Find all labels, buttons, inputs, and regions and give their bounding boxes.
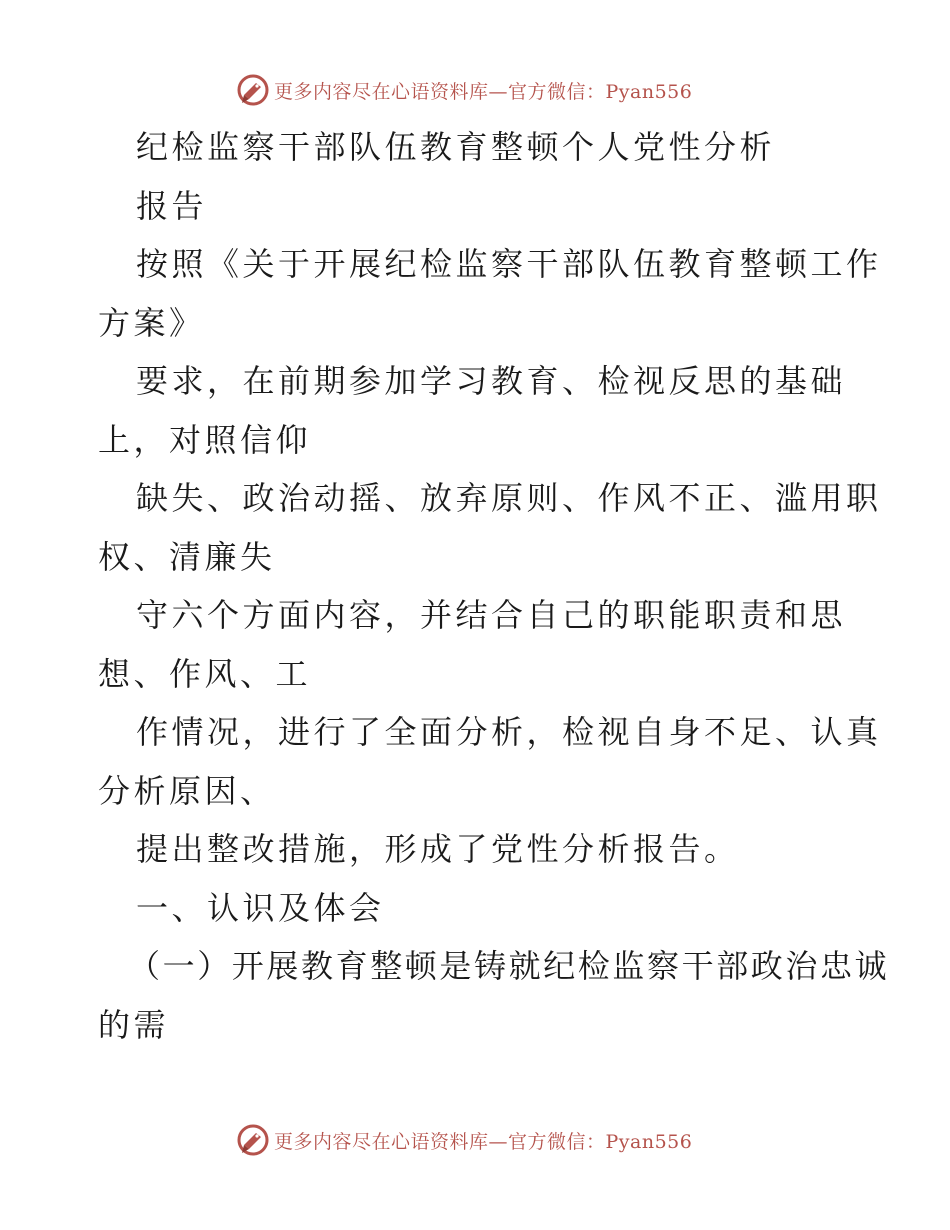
paragraph-line: 要求，在前期参加学习教育、检视反思的基础 (136, 362, 847, 400)
doc-title-line-2: 报告 (136, 186, 208, 225)
footer-watermark-text: 更多内容尽在心语资料库—官方微信：Pyan556 (274, 1130, 693, 1153)
pen-nib-logo-icon (236, 1123, 270, 1157)
paragraph-line: 方案》 (98, 303, 205, 342)
paragraph-line: 提出整改措施，形成了党性分析报告。 (136, 830, 740, 868)
paragraph-line: 缺失、政治动摇、放弃原则、作风不正、滥用职 (136, 479, 882, 517)
doc-title-line-1: 纪检监察干部队伍教育整顿个人党性分析 (136, 128, 776, 166)
paragraph-line: 想、作风、工 (98, 654, 312, 693)
footer-watermark (236, 1122, 692, 1158)
pen-nib-logo-icon (236, 73, 270, 107)
section-heading: 一、认识及体会 (136, 888, 385, 927)
paragraph-line: 守六个方面内容，并结合自己的职能职责和思 (136, 596, 847, 634)
paragraph-line: 的需 (98, 1005, 170, 1044)
paragraph-line: 作情况，进行了全面分析，检视自身不足、认真 (136, 713, 882, 751)
subsection-heading: （一）开展教育整顿是铸就纪检监察干部政治忠诚 (128, 947, 890, 985)
header-watermark-text: 更多内容尽在心语资料库—官方微信：Pyan556 (274, 80, 693, 103)
paragraph-line: 权、清廉失 (98, 537, 276, 576)
header-watermark (236, 72, 692, 108)
paragraph-line: 分析原因、 (98, 771, 276, 810)
paragraph-line: 按照《关于开展纪检监察干部队伍教育整顿工作 (136, 245, 882, 283)
paragraph-line: 上，对照信仰 (98, 420, 312, 459)
document-body (98, 118, 890, 1054)
